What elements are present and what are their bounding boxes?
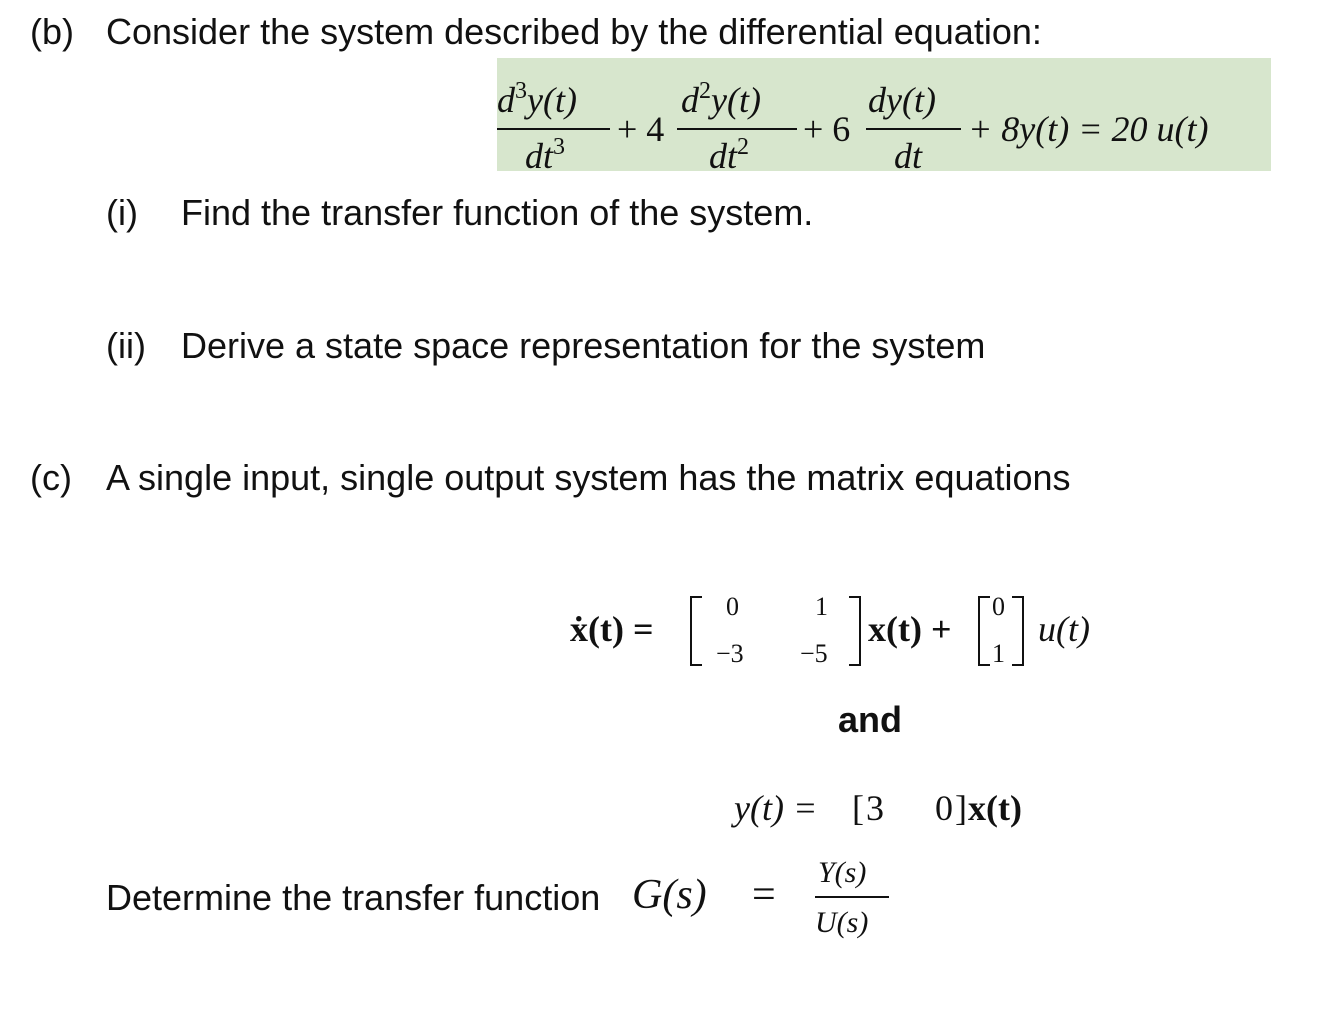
- matrix-a-cell: 0: [726, 592, 739, 621]
- sub-ii-text: Derive a state space representation for the system: [181, 325, 986, 366]
- eq-term2-denominator: $dt^2$: [709, 134, 750, 176]
- sub-ii-label: (ii): [106, 325, 146, 366]
- state-eq-u-term: u(t): [1038, 609, 1090, 649]
- eq-term3-denominator: dt: [894, 136, 923, 176]
- eq-term1-denominator: $dt^3$: [525, 134, 566, 176]
- matrix-b-cell: 0: [992, 592, 1005, 621]
- part-b-label: (b): [30, 11, 74, 52]
- eq-term2-fraction-bar: [677, 128, 797, 130]
- g-fraction-bar: [815, 896, 889, 898]
- matrix-c-right-bracket: ]: [955, 788, 967, 828]
- matrix-b-right-bracket: [1012, 596, 1024, 666]
- eq-term2-numerator: $d^2y(t)$: [681, 78, 761, 120]
- part-c-label: (c): [30, 457, 72, 498]
- eq-term3-fraction-bar: [866, 128, 961, 130]
- g-numerator: Y(s): [818, 856, 867, 889]
- g-equals: =: [752, 872, 776, 918]
- matrix-b-left-bracket: [978, 596, 990, 666]
- sub-i-text: Find the transfer function of the system.: [181, 192, 814, 233]
- output-eq-x-term: x(t): [968, 788, 1022, 828]
- matrix-c-cell: 0: [935, 788, 953, 828]
- and-word: and: [838, 699, 903, 740]
- sub-i-label: (i): [106, 192, 138, 233]
- eq-plus-4: + 4: [617, 109, 665, 149]
- eq-term1-numerator: $d^3y(t)$: [497, 78, 577, 120]
- matrix-a-cell: 1: [815, 592, 828, 621]
- g-denominator: U(s): [815, 906, 869, 939]
- matrix-a-cell: −3: [716, 639, 744, 668]
- matrix-a-cell: −5: [800, 639, 828, 668]
- state-eq-x-term: x(t) +: [868, 609, 952, 649]
- eq-term3-numerator: dy(t): [868, 80, 936, 120]
- eq-plus-6: + 6: [803, 109, 851, 149]
- matrix-b-cell: 1: [992, 639, 1005, 668]
- matrix-c-left-bracket: [: [852, 788, 864, 828]
- eq-term1-fraction-bar: [497, 128, 610, 130]
- matrix-a-left-bracket: [690, 596, 702, 666]
- eq-tail: + 8y(t) = 20 u(t): [968, 109, 1209, 149]
- g-of-s: G(s): [632, 872, 707, 918]
- matrix-a-right-bracket: [849, 596, 861, 666]
- part-b-intro: Consider the system described by the differential equation:: [106, 11, 1042, 52]
- part-c-intro: A single input, single output system has the matrix equations: [106, 457, 1071, 498]
- determine-text: Determine the transfer function: [106, 877, 601, 918]
- output-eq-lhs: y(t) =: [734, 788, 818, 828]
- matrix-c-cell: 3: [866, 788, 884, 828]
- state-eq-lhs: ẋ(t) =: [570, 609, 654, 649]
